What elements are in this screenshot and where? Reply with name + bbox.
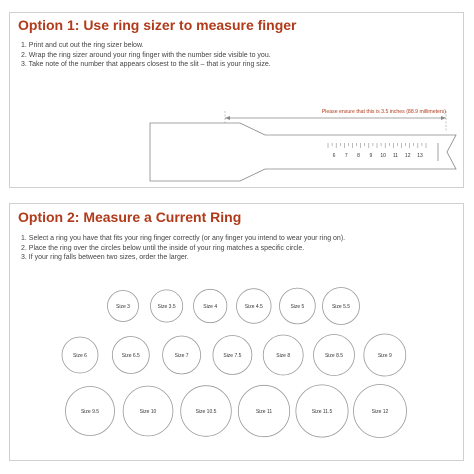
ring-size-label: Size 12 (371, 408, 389, 415)
ring-size-label: Size 7 (174, 352, 189, 359)
sizer-scale-number: 13 (417, 153, 423, 159)
ring-size-label: Size 3 (116, 303, 130, 310)
ring-size-label: Size 6.5 (121, 352, 140, 359)
option2-step-2: 2. Place the ring over the circles below until the inside of your ring matches a specific circle. (21, 244, 305, 252)
ring-size-label: Size 11.5 (311, 408, 333, 415)
sizer-scale-number: 8 (357, 153, 360, 159)
option1-title: Option 1: Use ring sizer to measure finger (18, 17, 297, 33)
measurement-note: Please ensure that this is 3.5 inches (88.9 millimeters) (321, 109, 446, 115)
sizer-scale-number: 11 (392, 153, 399, 159)
ring-size-circles (10, 204, 463, 460)
ring-size-label: Size 6 (73, 352, 87, 359)
ring-size-label: Size 3.5 (157, 303, 176, 310)
ring-size-label: Size 10.5 (195, 408, 217, 415)
ring-size-label: Size 11 (255, 408, 273, 415)
ring-size-label: Size 5 (290, 303, 305, 310)
option2-title: Option 2: Measure a Current Ring (18, 209, 242, 225)
ring-size-label: Size 5.5 (331, 303, 351, 310)
option1-step-3: 3. Take note of the number that appears closest to the slit – that is your ring size. (21, 61, 271, 68)
sizer-scale-number: 10 (380, 153, 386, 159)
option1-step-2: 2. Wrap the ring sizer around your ring finger with the number side visible to you. (21, 51, 271, 59)
ring-size-label: Size 4.5 (244, 303, 263, 310)
option2-step-3: 3. If your ring falls between two sizes, order the larger. (21, 254, 189, 261)
ring-size-label: Size 9 (377, 352, 392, 359)
ring-size-label: Size 8 (276, 352, 291, 359)
sizer-scale-number: 12 (404, 153, 411, 159)
ring-size-label: Size 8.5 (324, 352, 344, 359)
option1-panel (9, 12, 464, 188)
ring-size-label: Size 9.5 (80, 408, 100, 415)
ring-size-label: Size 10 (139, 408, 157, 415)
sizer-scale-number: 9 (369, 153, 373, 159)
option2-panel (9, 203, 464, 461)
option2-step-1: 1. Select a ring you have that fits your ring finger correctly (or any finger you intend to wear your ring on). (21, 235, 346, 242)
ring-sizer-strip (10, 13, 463, 187)
ring-size-label: Size 7.5 (223, 352, 242, 359)
sizer-scale-number: 6 (332, 153, 336, 159)
ring-size-label: Size 4 (203, 303, 218, 310)
sizer-outline (150, 123, 456, 181)
sizer-scale-number: 7 (344, 153, 348, 159)
option1-step-1: 1. Print and cut out the ring sizer below. (21, 42, 144, 49)
